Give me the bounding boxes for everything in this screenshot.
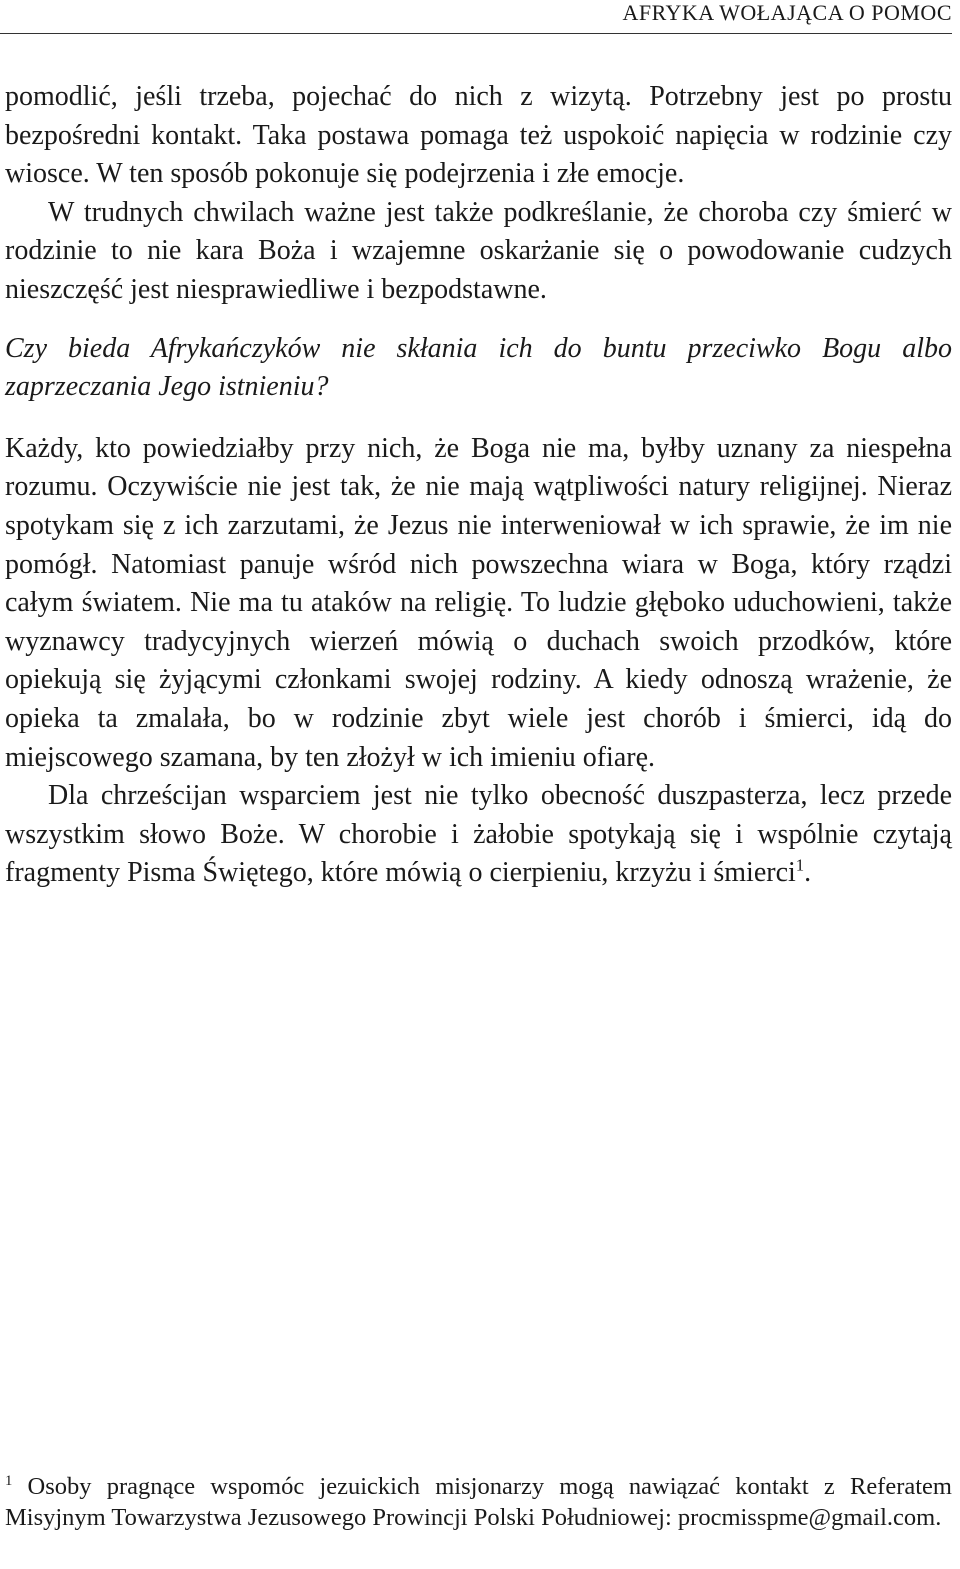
running-head-title: AFRYKA WOŁAJĄCA O POMOC (622, 0, 952, 25)
footnote-reference: 1 (795, 855, 805, 875)
footnote-marker: 1 (5, 1472, 13, 1489)
paragraph-2: W trudnych chwilach ważne jest także podkreślanie, że choroba czy śmierć w rodzinie to nie kara Boża i wzajemne oskarżanie się o powodowanie cudzych nieszczęść jest niesprawiedliwe i bezpodstawne. (5, 196, 952, 305)
paragraph-3: Każdy, kto powiedziałby przy nich, że Boga nie ma, byłby uznany za niespełna rozumu. Oczywiście nie jest tak, że nie mają wątpliwości natury religijnej. Nieraz spotykam się z ich zarzutami, że Jezus nie interweniował w ich sprawie, że im nie pomógł. Natomiast panuje wśród nich powszechna wiara w Boga, który rządzi całym światem. Nie ma tu ataków na religię. To ludzie głęboko uduchowieni, także wyznawcy tradycyjnych wierzeń mówią o duchach swoich przodków, które opiekują się żyjącymi członkami swojej rodziny. A kiedy odnoszą wrażenie, że opieka ta zmalała, bo w rodzinie zbyt wiele jest chorób i śmierci, idą do miejscowego szamana, by ten złożył w ich imieniu ofiarę. (5, 432, 952, 773)
paragraph-1: pomodlić, jeśli trzeba, pojechać do nich z wizytą. Potrzebny jest po prostu bezpośredni kontakt. Taka postawa pomaga też uspokoić napięcia w rodzinie czy wiosce. W ten sposób pokonuje się podejrzenia i złe emocje. (5, 81, 952, 190)
paragraph-4 (5, 777, 952, 893)
footnote-text: Osoby pragnące wspomóc jezuickich misjonarzy mogą nawiązać kontakt z Referatem Misyjnym Towarzystwa Jezusowego Prowincji Polski Południowej: procmisspme@gmail.com. (5, 1473, 952, 1531)
running-head (0, 0, 952, 34)
body-text (5, 78, 952, 893)
interview-question: Czy bieda Afrykańczyków nie skłania ich do buntu przeciwko Bogu albo zaprzeczania Jego istnieniu? (5, 332, 952, 403)
paragraph-4-text: Dla chrześcijan wsparciem jest nie tylko obecność duszpasterza, lecz przede wszystkim słowo Boże. W chorobie i żałobie spotykają się i wspólnie czytają fragmenty Pisma Świętego, które mówią o cierpieniu, krzyżu i śmierci (5, 780, 952, 889)
paragraph-4-end: . (804, 857, 812, 889)
footnote (5, 1471, 952, 1533)
